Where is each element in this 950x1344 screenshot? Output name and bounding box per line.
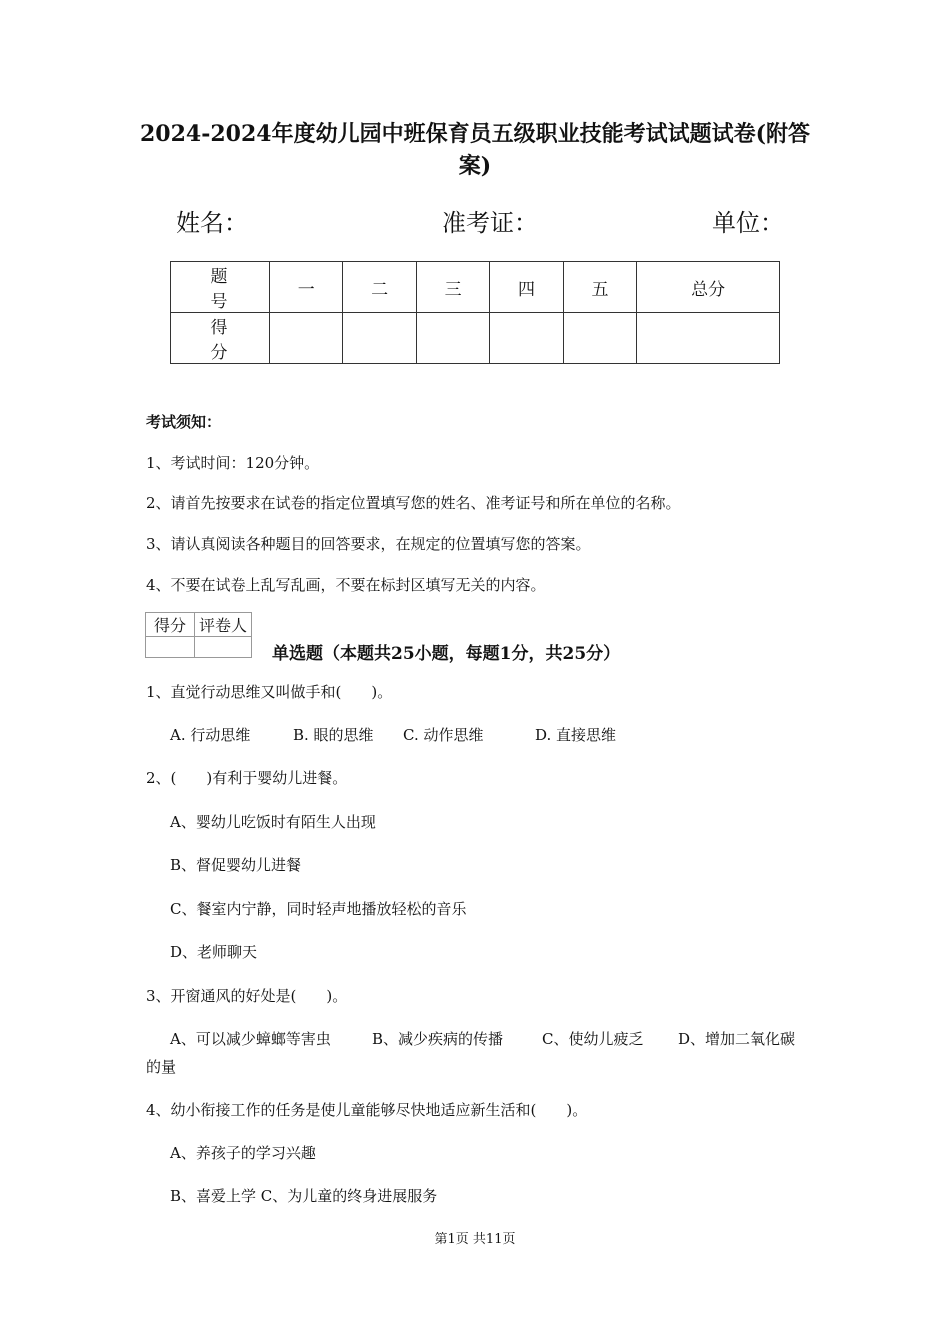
notice-title: 考试须知： <box>146 413 222 431</box>
score-input-cell[interactable] <box>637 313 780 364</box>
option[interactable]: B、减少疾病的传播 <box>372 1030 504 1048</box>
page-number: 第1页 共11页 <box>434 1232 516 1247</box>
score-table-cell: 五 <box>563 262 636 313</box>
option[interactable]: A. 行动思维 <box>170 726 251 744</box>
option[interactable]: D. 直接思维 <box>535 726 617 744</box>
notice-item: 3、请认真阅读各种题目的回答要求，在规定的位置填写您的答案。 <box>146 535 591 553</box>
notice-item: 2、请首先按要求在试卷的指定位置填写您的姓名、准考证号和所在单位的名称。 <box>146 494 681 512</box>
option[interactable]: A、养孩子的学习兴趣 <box>170 1144 316 1162</box>
option-row <box>170 724 616 745</box>
score-table-cell: 三 <box>416 262 489 313</box>
score-input-cell[interactable] <box>343 313 416 364</box>
score-table-cell: 四 <box>490 262 563 313</box>
score-table-cell: 题 号 <box>171 262 270 313</box>
score-table-cell: 总分 <box>637 262 780 313</box>
question-stem: 4、幼小衔接工作的任务是使儿童能够尽快地适应新生活和( )。 <box>146 1101 588 1119</box>
notice-item: 1、考试时间：120分钟。 <box>146 454 320 472</box>
grader-score-label: 得分 <box>146 613 195 637</box>
score-table-cell: 得 分 <box>171 313 270 364</box>
option[interactable]: A、婴幼儿吃饭时有陌生人出现 <box>170 813 376 831</box>
option[interactable]: C. 动作思维 <box>403 726 484 744</box>
option[interactable]: C、使幼儿疲乏 <box>542 1030 644 1048</box>
option-wrap-text: 的量 <box>146 1058 177 1076</box>
score-input-cell[interactable] <box>563 313 636 364</box>
option[interactable]: B、督促婴幼儿进餐 <box>170 856 302 874</box>
score-input-cell[interactable] <box>490 313 563 364</box>
option[interactable]: D、增加二氧化碳 <box>678 1030 796 1048</box>
question-stem: 3、开窗通风的好处是( )。 <box>146 987 348 1005</box>
grader-table <box>145 612 252 658</box>
score-input-cell[interactable] <box>416 313 489 364</box>
score-table-cell: 一 <box>270 262 343 313</box>
grader-name-label: 评卷人 <box>195 613 252 637</box>
question-stem: 2、( )有利于婴幼儿进餐。 <box>146 769 348 787</box>
score-table <box>170 261 780 364</box>
question-stem: 1、直觉行动思维又叫做手和( )。 <box>146 683 393 701</box>
grader-name-cell[interactable] <box>195 637 252 658</box>
option[interactable]: A、可以减少蟑螂等害虫 <box>170 1030 331 1048</box>
option-row <box>170 1028 795 1049</box>
grader-score-cell[interactable] <box>146 637 195 658</box>
section-title: 单选题（本题共25小题，每题1分，共25分） <box>272 644 621 664</box>
page-title <box>120 118 830 182</box>
score-table-score-row <box>171 313 780 364</box>
notice-item: 4、不要在试卷上乱写乱画，不要在标封区填写无关的内容。 <box>146 576 546 594</box>
option[interactable]: B. 眼的思维 <box>293 726 374 744</box>
option[interactable]: D、老师聊天 <box>170 943 258 961</box>
option[interactable]: B、喜爱上学 C、为儿童的终身进展服务 <box>170 1187 438 1205</box>
title-line-1: 2024-2024年度幼儿园中班保育员五级职业技能考试试题试卷(附答 <box>139 121 810 147</box>
unit-field-label: 单位： <box>712 209 784 237</box>
title-line-2: 案) <box>458 153 492 179</box>
score-table-header-row <box>171 262 780 313</box>
option[interactable]: C、餐室内宁静，同时轻声地播放轻松的音乐 <box>170 900 467 918</box>
name-field-label: 姓名： <box>176 209 248 237</box>
score-input-cell[interactable] <box>270 313 343 364</box>
score-table-cell: 二 <box>343 262 416 313</box>
exam-number-field-label: 准考证： <box>442 209 538 237</box>
